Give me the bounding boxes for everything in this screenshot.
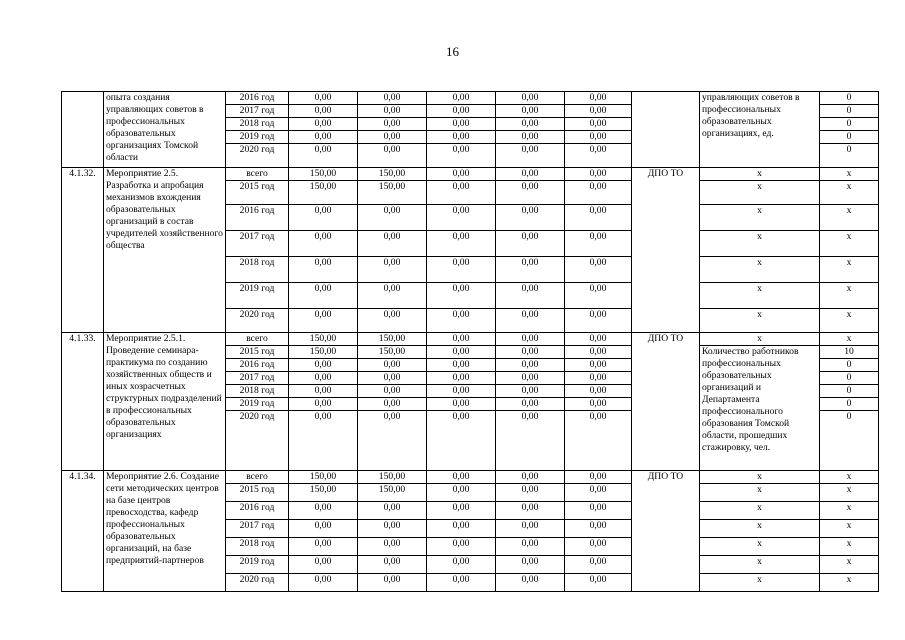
amount-cell: 0,00 xyxy=(565,471,632,484)
table-row xyxy=(62,333,879,346)
year-cell: 2016 год xyxy=(226,502,289,520)
amount-cell: 0,00 xyxy=(427,105,496,118)
amount-cell: 0,00 xyxy=(427,333,496,346)
item-number: 4.1.32. xyxy=(62,168,104,333)
amount-cell: 0,00 xyxy=(565,105,632,118)
amount-cell: 0,00 xyxy=(427,257,496,283)
table-row xyxy=(62,168,879,181)
indicator-cell: Количество работников профессиональных образовательных организаций и Департамента профессионального образования Томской области, прошедших стажировку, чел. xyxy=(700,346,820,471)
amount-cell: 0,00 xyxy=(565,411,632,471)
amount-cell: 0,00 xyxy=(289,385,358,398)
amount-cell: 0,00 xyxy=(358,411,427,471)
indicator-cell: x xyxy=(700,333,820,346)
amount-cell: 0,00 xyxy=(358,118,427,131)
amount-cell: 0,00 xyxy=(496,309,565,333)
amount-cell: 0,00 xyxy=(427,144,496,168)
year-cell: 2017 год xyxy=(226,372,289,385)
amount-cell: 0,00 xyxy=(565,92,632,105)
amount-cell: 0,00 xyxy=(427,484,496,502)
indicator-value: 0 xyxy=(820,105,879,118)
year-cell: 2017 год xyxy=(226,520,289,538)
activity-name: опыта создания управляющих советов в профессиональных образовательных организациях Томской области xyxy=(104,92,226,168)
amount-cell: 0,00 xyxy=(565,231,632,257)
indicator-cell: x xyxy=(700,181,820,205)
amount-cell: 0,00 xyxy=(496,231,565,257)
executor-cell xyxy=(632,92,700,168)
indicator-value: x xyxy=(820,484,879,502)
amount-cell: 0,00 xyxy=(358,92,427,105)
amount-cell: 0,00 xyxy=(496,538,565,556)
executor-cell: ДПО ТО xyxy=(632,168,700,333)
indicator-cell: x xyxy=(700,257,820,283)
amount-cell: 0,00 xyxy=(496,131,565,144)
amount-cell: 0,00 xyxy=(565,398,632,411)
amount-cell: 0,00 xyxy=(289,131,358,144)
indicator-cell: x xyxy=(700,168,820,181)
year-cell: 2019 год xyxy=(226,398,289,411)
amount-cell: 150,00 xyxy=(358,181,427,205)
amount-cell: 0,00 xyxy=(427,231,496,257)
amount-cell: 0,00 xyxy=(496,484,565,502)
indicator-value: x xyxy=(820,231,879,257)
amount-cell: 150,00 xyxy=(289,484,358,502)
indicator-value: 0 xyxy=(820,411,879,471)
amount-cell: 0,00 xyxy=(358,398,427,411)
year-cell: 2020 год xyxy=(226,574,289,592)
activity-name: Мероприятие 2.5.1. Проведение семинара-практикума по созданию хозяйственных обществ и иных хозрасчетных структурных подразделений в профессиональных образовательных организациях xyxy=(104,333,226,471)
amount-cell: 0,00 xyxy=(496,398,565,411)
amount-cell: 0,00 xyxy=(358,309,427,333)
amount-cell: 0,00 xyxy=(496,471,565,484)
indicator-cell: управляющих советов в профессиональных образовательных организациях, ед. xyxy=(700,92,820,168)
indicator-value: 0 xyxy=(820,372,879,385)
amount-cell: 0,00 xyxy=(496,181,565,205)
year-cell: 2019 год xyxy=(226,131,289,144)
amount-cell: 0,00 xyxy=(289,411,358,471)
year-cell: 2015 год xyxy=(226,346,289,359)
indicator-cell: x xyxy=(700,309,820,333)
indicator-value: 0 xyxy=(820,359,879,372)
indicator-value: 0 xyxy=(820,144,879,168)
amount-cell: 150,00 xyxy=(289,471,358,484)
indicator-value: x xyxy=(820,471,879,484)
amount-cell: 0,00 xyxy=(565,538,632,556)
amount-cell: 0,00 xyxy=(496,118,565,131)
amount-cell: 0,00 xyxy=(427,471,496,484)
amount-cell: 0,00 xyxy=(289,502,358,520)
table-row xyxy=(62,471,879,484)
year-cell: 2018 год xyxy=(226,257,289,283)
amount-cell: 0,00 xyxy=(427,118,496,131)
indicator-value: 10 xyxy=(820,346,879,359)
year-cell: 2019 год xyxy=(226,283,289,309)
activity-name: Мероприятие 2.6. Создание сети методических центров на базе центров превосходства, кафедр профессиональных образовательных организаций, на базе предприятий-партнеров xyxy=(104,471,226,592)
year-cell: 2017 год xyxy=(226,231,289,257)
amount-cell: 150,00 xyxy=(289,333,358,346)
amount-cell: 0,00 xyxy=(358,205,427,231)
amount-cell: 0,00 xyxy=(496,283,565,309)
amount-cell: 0,00 xyxy=(496,411,565,471)
amount-cell: 150,00 xyxy=(358,346,427,359)
indicator-value: x xyxy=(820,574,879,592)
amount-cell: 0,00 xyxy=(565,484,632,502)
amount-cell: 0,00 xyxy=(289,309,358,333)
item-number: 4.1.34. xyxy=(62,471,104,592)
indicator-value: x xyxy=(820,502,879,520)
amount-cell: 0,00 xyxy=(289,144,358,168)
amount-cell: 0,00 xyxy=(496,333,565,346)
amount-cell: 0,00 xyxy=(496,556,565,574)
year-cell: 2020 год xyxy=(226,411,289,471)
program-table xyxy=(61,91,879,592)
amount-cell: 0,00 xyxy=(565,372,632,385)
amount-cell: 0,00 xyxy=(565,502,632,520)
amount-cell: 0,00 xyxy=(289,538,358,556)
indicator-value: 0 xyxy=(820,385,879,398)
indicator-value: x xyxy=(820,309,879,333)
indicator-cell: x xyxy=(700,520,820,538)
executor-cell: ДПО ТО xyxy=(632,333,700,471)
amount-cell: 0,00 xyxy=(496,257,565,283)
indicator-value: x xyxy=(820,538,879,556)
item-number: 4.1.33. xyxy=(62,333,104,471)
indicator-cell: x xyxy=(700,231,820,257)
amount-cell: 0,00 xyxy=(358,520,427,538)
amount-cell: 0,00 xyxy=(358,502,427,520)
amount-cell: 0,00 xyxy=(427,309,496,333)
amount-cell: 0,00 xyxy=(496,105,565,118)
amount-cell: 0,00 xyxy=(496,385,565,398)
indicator-cell: x xyxy=(700,283,820,309)
amount-cell: 0,00 xyxy=(427,181,496,205)
year-cell: 2015 год xyxy=(226,484,289,502)
amount-cell: 0,00 xyxy=(427,411,496,471)
amount-cell: 0,00 xyxy=(289,92,358,105)
amount-cell: 0,00 xyxy=(358,105,427,118)
year-cell: 2019 год xyxy=(226,556,289,574)
amount-cell: 150,00 xyxy=(358,168,427,181)
indicator-cell: x xyxy=(700,538,820,556)
indicator-cell: x xyxy=(700,574,820,592)
indicator-value: x xyxy=(820,520,879,538)
year-cell: 2016 год xyxy=(226,359,289,372)
amount-cell: 0,00 xyxy=(289,257,358,283)
year-cell: 2015 год xyxy=(226,181,289,205)
amount-cell: 0,00 xyxy=(496,502,565,520)
amount-cell: 0,00 xyxy=(565,131,632,144)
amount-cell: 0,00 xyxy=(289,118,358,131)
amount-cell: 150,00 xyxy=(289,181,358,205)
amount-cell: 150,00 xyxy=(358,471,427,484)
amount-cell: 0,00 xyxy=(496,168,565,181)
amount-cell: 150,00 xyxy=(358,484,427,502)
amount-cell: 150,00 xyxy=(289,346,358,359)
amount-cell: 0,00 xyxy=(427,131,496,144)
amount-cell: 0,00 xyxy=(427,372,496,385)
indicator-value: x xyxy=(820,333,879,346)
amount-cell: 0,00 xyxy=(427,385,496,398)
amount-cell: 0,00 xyxy=(358,556,427,574)
amount-cell: 0,00 xyxy=(427,538,496,556)
amount-cell: 0,00 xyxy=(565,118,632,131)
amount-cell: 150,00 xyxy=(358,333,427,346)
indicator-value: x xyxy=(820,205,879,231)
year-cell: 2018 год xyxy=(226,538,289,556)
amount-cell: 0,00 xyxy=(427,168,496,181)
amount-cell: 0,00 xyxy=(565,257,632,283)
amount-cell: 0,00 xyxy=(289,359,358,372)
amount-cell: 0,00 xyxy=(565,359,632,372)
amount-cell: 0,00 xyxy=(289,398,358,411)
year-cell: 2018 год xyxy=(226,385,289,398)
amount-cell: 0,00 xyxy=(565,574,632,592)
indicator-cell: x xyxy=(700,484,820,502)
amount-cell: 0,00 xyxy=(496,144,565,168)
year-cell: 2020 год xyxy=(226,309,289,333)
amount-cell: 0,00 xyxy=(358,283,427,309)
amount-cell: 0,00 xyxy=(496,359,565,372)
amount-cell: 0,00 xyxy=(496,574,565,592)
amount-cell: 0,00 xyxy=(427,92,496,105)
page-number: 16 xyxy=(446,44,459,59)
amount-cell: 0,00 xyxy=(427,556,496,574)
amount-cell: 0,00 xyxy=(427,346,496,359)
indicator-cell: x xyxy=(700,556,820,574)
amount-cell: 150,00 xyxy=(289,168,358,181)
amount-cell: 0,00 xyxy=(289,205,358,231)
year-cell: всего xyxy=(226,471,289,484)
year-cell: 2016 год xyxy=(226,205,289,231)
amount-cell: 0,00 xyxy=(289,556,358,574)
amount-cell: 0,00 xyxy=(496,346,565,359)
amount-cell: 0,00 xyxy=(565,168,632,181)
indicator-value: x xyxy=(820,283,879,309)
amount-cell: 0,00 xyxy=(565,309,632,333)
amount-cell: 0,00 xyxy=(358,372,427,385)
year-cell: 2020 год xyxy=(226,144,289,168)
amount-cell: 0,00 xyxy=(565,181,632,205)
year-cell: 2017 год xyxy=(226,105,289,118)
amount-cell: 0,00 xyxy=(358,385,427,398)
amount-cell: 0,00 xyxy=(358,257,427,283)
indicator-value: 0 xyxy=(820,398,879,411)
amount-cell: 0,00 xyxy=(427,502,496,520)
amount-cell: 0,00 xyxy=(289,231,358,257)
year-cell: 2018 год xyxy=(226,118,289,131)
amount-cell: 0,00 xyxy=(565,520,632,538)
amount-cell: 0,00 xyxy=(427,283,496,309)
amount-cell: 0,00 xyxy=(496,92,565,105)
amount-cell: 0,00 xyxy=(358,538,427,556)
amount-cell: 0,00 xyxy=(565,144,632,168)
item-number xyxy=(62,92,104,168)
indicator-value: x xyxy=(820,168,879,181)
amount-cell: 0,00 xyxy=(565,385,632,398)
indicator-value: 0 xyxy=(820,131,879,144)
indicator-value: x xyxy=(820,181,879,205)
executor-cell: ДПО ТО xyxy=(632,471,700,592)
year-cell: всего xyxy=(226,168,289,181)
amount-cell: 0,00 xyxy=(427,574,496,592)
amount-cell: 0,00 xyxy=(496,205,565,231)
amount-cell: 0,00 xyxy=(427,398,496,411)
amount-cell: 0,00 xyxy=(565,333,632,346)
indicator-cell: x xyxy=(700,471,820,484)
amount-cell: 0,00 xyxy=(289,520,358,538)
amount-cell: 0,00 xyxy=(289,283,358,309)
amount-cell: 0,00 xyxy=(427,359,496,372)
amount-cell: 0,00 xyxy=(358,574,427,592)
amount-cell: 0,00 xyxy=(358,231,427,257)
amount-cell: 0,00 xyxy=(289,372,358,385)
amount-cell: 0,00 xyxy=(427,205,496,231)
amount-cell: 0,00 xyxy=(565,346,632,359)
indicator-cell: x xyxy=(700,205,820,231)
indicator-value: 0 xyxy=(820,92,879,105)
indicator-cell: x xyxy=(700,502,820,520)
year-cell: 2016 год xyxy=(226,92,289,105)
activity-name: Мероприятие 2.5. Разработка и апробация механизмов вхождения образовательных организаций в состав учредителей хозяйственного общества xyxy=(104,168,226,333)
table-row xyxy=(62,92,879,105)
year-cell: всего xyxy=(226,333,289,346)
amount-cell: 0,00 xyxy=(358,359,427,372)
amount-cell: 0,00 xyxy=(496,520,565,538)
amount-cell: 0,00 xyxy=(565,283,632,309)
indicator-value: x xyxy=(820,556,879,574)
amount-cell: 0,00 xyxy=(565,205,632,231)
amount-cell: 0,00 xyxy=(289,105,358,118)
indicator-value: x xyxy=(820,257,879,283)
amount-cell: 0,00 xyxy=(289,574,358,592)
amount-cell: 0,00 xyxy=(427,520,496,538)
amount-cell: 0,00 xyxy=(358,131,427,144)
indicator-value: 0 xyxy=(820,118,879,131)
amount-cell: 0,00 xyxy=(496,372,565,385)
amount-cell: 0,00 xyxy=(358,144,427,168)
amount-cell: 0,00 xyxy=(565,556,632,574)
